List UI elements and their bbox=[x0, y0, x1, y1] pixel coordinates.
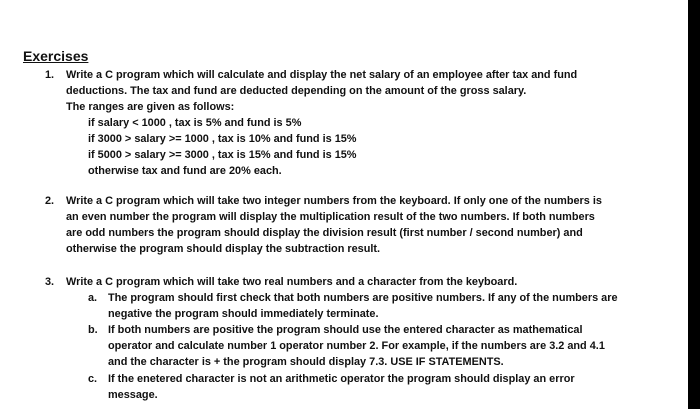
exercise-3c-label: c. bbox=[88, 373, 98, 385]
salary-range-1: if salary < 1000 , tax is 5% and fund is 5% bbox=[88, 117, 302, 129]
exercise-1-line: deductions. The tax and fund are deducted depending on the amount of the gross salary. bbox=[66, 85, 527, 97]
salary-range-otherwise: otherwise tax and fund are 20% each. bbox=[88, 165, 282, 177]
exercise-3c-line: message. bbox=[108, 389, 158, 401]
exercise-1-number: 1. bbox=[45, 69, 55, 81]
salary-range-2: if 3000 > salary >= 1000 , tax is 10% and fund is 15% bbox=[88, 133, 357, 145]
exercise-3b-line: and the character is + the program should display 7.3. USE IF STATEMENTS. bbox=[108, 356, 504, 368]
exercise-3b-line: operator and calculate number 1 operator number 2. For example, if the numbers are 3.2 and 4.1 bbox=[108, 340, 605, 352]
exercise-3a-line: negative the program should immediately terminate. bbox=[108, 308, 379, 320]
exercise-2-line: an even number the program will display the multiplication result of the two numbers. If both numbers bbox=[66, 211, 595, 223]
exercise-3-intro: Write a C program which will take two real numbers and a character from the keyboard. bbox=[66, 276, 518, 288]
exercise-2-line: otherwise the program should display the subtraction result. bbox=[66, 243, 381, 255]
exercise-3a-label: a. bbox=[88, 292, 98, 304]
exercise-3a-line: The program should first check that both numbers are positive numbers. If any of the numbers are bbox=[108, 292, 618, 304]
exercise-1-line: The ranges are given as follows: bbox=[66, 101, 235, 113]
exercise-3-number: 3. bbox=[45, 276, 55, 288]
exercise-2-line: Write a C program which will take two integer numbers from the keyboard. If only one of the numbers is bbox=[66, 195, 602, 207]
salary-range-3: if 5000 > salary >= 3000 , tax is 15% and fund is 15% bbox=[88, 149, 357, 161]
page-title: Exercises bbox=[23, 48, 89, 64]
exercise-2-number: 2. bbox=[45, 195, 55, 207]
exercise-3b-line: If both numbers are positive the program should use the entered character as mathematical bbox=[108, 324, 583, 336]
exercise-3b-label: b. bbox=[88, 324, 98, 336]
exercise-2-line: are odd numbers the program should display the division result (first number / second number) and bbox=[66, 227, 583, 239]
exercise-3c-line: If the enetered character is not an arithmetic operator the program should display an error bbox=[108, 373, 575, 385]
window-edge bbox=[688, 0, 700, 409]
exercise-1-line: Write a C program which will calculate and display the net salary of an employee after tax and fund bbox=[66, 69, 578, 81]
